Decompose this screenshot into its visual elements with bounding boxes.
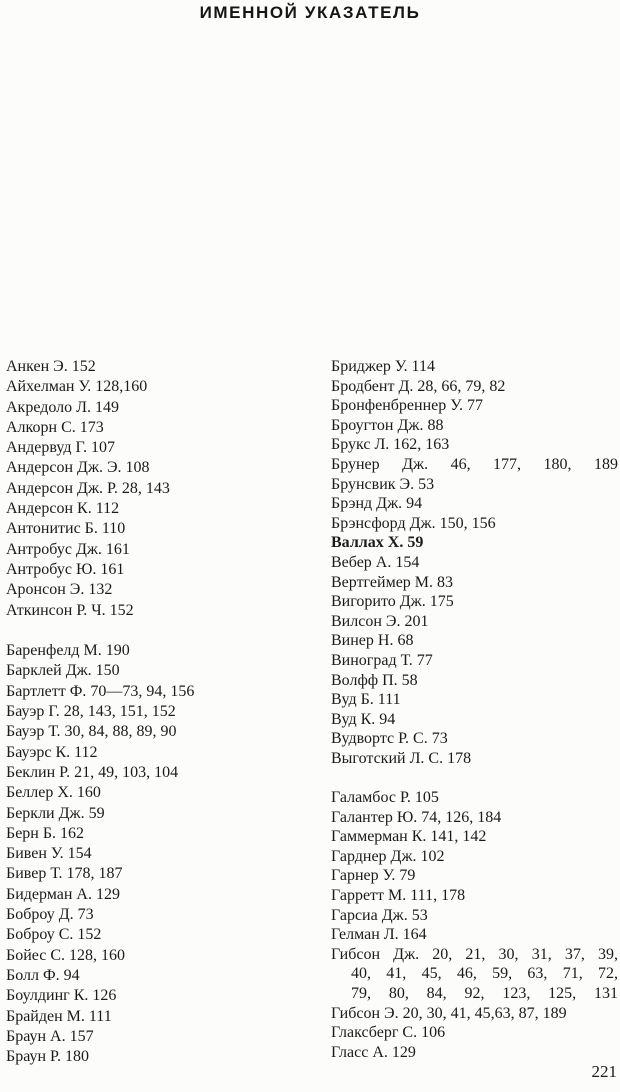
index-entry: Вигорито Дж. 175 bbox=[331, 593, 454, 611]
index-entry: Акредоло Л. 149 bbox=[6, 398, 119, 416]
page-title: ИМЕННОЙ УКАЗАТЕЛЬ bbox=[199, 3, 421, 22]
index-entry: Бартлетт Ф. 70—73, 94, 156 bbox=[6, 682, 195, 700]
index-entry: Гарсиа Дж. 53 bbox=[331, 906, 428, 924]
index-entry: Гарретт М. 111, 178 bbox=[331, 887, 466, 905]
index-entry: Антонитис Б. 110 bbox=[6, 520, 126, 538]
index-entry: Аронсон Э. 132 bbox=[6, 581, 113, 599]
index-entry: Аткинсон Р. Ч. 152 bbox=[6, 601, 134, 619]
index-entry: Гарднер Дж. 102 bbox=[331, 847, 445, 865]
index-column-right bbox=[331, 357, 618, 1062]
index-entry: Бауэрс К. 112 bbox=[6, 743, 98, 761]
index-entry: Барклей Дж. 150 bbox=[6, 662, 120, 680]
index-entry: Брэнсфорд Дж. 150, 156 bbox=[331, 514, 496, 532]
index-entry: Бауэр Г. 28, 143, 151, 152 bbox=[6, 703, 176, 721]
index-entry: Андервуд Г. 107 bbox=[6, 439, 115, 457]
index-entry: Галантер Ю. 74, 126, 184 bbox=[331, 808, 502, 826]
index-entry: Андерсон Дж. Э. 108 bbox=[6, 459, 150, 477]
index-entry: Гарнер У. 79 bbox=[331, 867, 416, 885]
index-entry: Баренфелд М. 190 bbox=[6, 642, 130, 660]
index-entry: Бронфенбреннер У. 77 bbox=[331, 397, 483, 415]
index-entry: Браун А. 157 bbox=[6, 1027, 94, 1045]
index-entry: Волфф П. 58 bbox=[331, 671, 418, 689]
index-entry: Глаксберг С. 106 bbox=[331, 1024, 446, 1042]
index-entry: Выготский Л. С. 178 bbox=[331, 749, 472, 767]
index-entry: Боброу Д. 73 bbox=[6, 906, 94, 924]
index-entry: Антробус Дж. 161 bbox=[6, 540, 130, 558]
index-entry: Брунер Дж. 46, 177, 180, 189 bbox=[331, 455, 618, 473]
index-entry: Брунсвик Э. 53 bbox=[331, 475, 435, 493]
index-entry: Галамбос Р. 105 bbox=[331, 789, 439, 807]
index-entry-continuation: 79, 80, 84, 92, 123, 125, 131 bbox=[351, 985, 618, 1002]
index-entry: Бойес С. 128, 160 bbox=[6, 946, 126, 964]
index-entry: Гаммерман К. 141, 142 bbox=[331, 828, 487, 846]
index-column-left bbox=[6, 357, 306, 1067]
index-entry: Беркли Дж. 59 bbox=[6, 804, 105, 822]
index-entry: Вебер А. 154 bbox=[331, 553, 420, 571]
index-entry-continuation: 40, 41, 45, 46, 59, 63, 71, 72, bbox=[351, 965, 618, 983]
index-entry: Брукс Л. 162, 163 bbox=[331, 436, 450, 454]
index-entry: Андерсон К. 112 bbox=[6, 500, 120, 518]
index-entry: Гелман Л. 164 bbox=[331, 926, 427, 944]
index-entry: Берн Б. 162 bbox=[6, 824, 85, 842]
page-number: 221 bbox=[591, 1062, 617, 1081]
index-entry: Вуд Б. 111 bbox=[331, 691, 401, 709]
index-entry: Боброу С. 152 bbox=[6, 926, 102, 944]
section-spacer bbox=[331, 768, 618, 788]
index-entry: Беллер Х. 160 bbox=[6, 784, 101, 802]
index-entry: Анкен Э. 152 bbox=[6, 358, 96, 375]
section-spacer bbox=[6, 621, 306, 641]
index-entry: Валлах Х. 59 bbox=[331, 534, 424, 552]
index-entry: Антробус Ю. 161 bbox=[6, 560, 125, 578]
index-entry: Гибсон Дж. 20, 21, 30, 31, 37, 39, bbox=[331, 945, 618, 963]
index-entry: Броугтон Дж. 88 bbox=[331, 416, 444, 434]
index-entry: Вудвортс Р. С. 73 bbox=[331, 730, 448, 748]
index-entry: Бидерман А. 129 bbox=[6, 885, 120, 903]
index-entry: Бауэр Т. 30, 84, 88, 89, 90 bbox=[6, 723, 177, 741]
index-entry: Вилсон Э. 201 bbox=[331, 612, 429, 630]
index-entry: Вертгеймер М. 83 bbox=[331, 573, 454, 591]
index-entry: Виноград Т. 77 bbox=[331, 651, 433, 669]
index-entry: Брэнд Дж. 94 bbox=[331, 495, 423, 513]
index-entry: Бродбент Д. 28, 66, 79, 82 bbox=[331, 377, 506, 395]
index-entry: Гибсон Э. 20, 30, 41, 45,63, 87, 189 bbox=[331, 1004, 567, 1022]
index-entry: Бивер Т. 178, 187 bbox=[6, 865, 123, 883]
index-entry: Алкорн С. 173 bbox=[6, 418, 104, 436]
index-entry: Браун Р. 180 bbox=[6, 1048, 89, 1066]
index-entry: Беклин Р. 21, 49, 103, 104 bbox=[6, 763, 179, 781]
index-entry: Айхелман У. 128,160 bbox=[6, 378, 148, 396]
index-entry: Болл Ф. 94 bbox=[6, 966, 80, 984]
index-entry: Боулдинг К. 126 bbox=[6, 987, 117, 1005]
index-entry: Брайден М. 111 bbox=[6, 1007, 112, 1025]
index-entry: Андерсон Дж. Р. 28, 143 bbox=[6, 479, 170, 497]
index-entry: Бриджер У. 114 bbox=[331, 358, 435, 375]
index-entry: Винер Н. 68 bbox=[331, 632, 414, 650]
index-entry: Гласс А. 129 bbox=[331, 1043, 416, 1061]
index-entry: Вуд К. 94 bbox=[331, 710, 396, 728]
index-entry: Бивен У. 154 bbox=[6, 845, 92, 863]
